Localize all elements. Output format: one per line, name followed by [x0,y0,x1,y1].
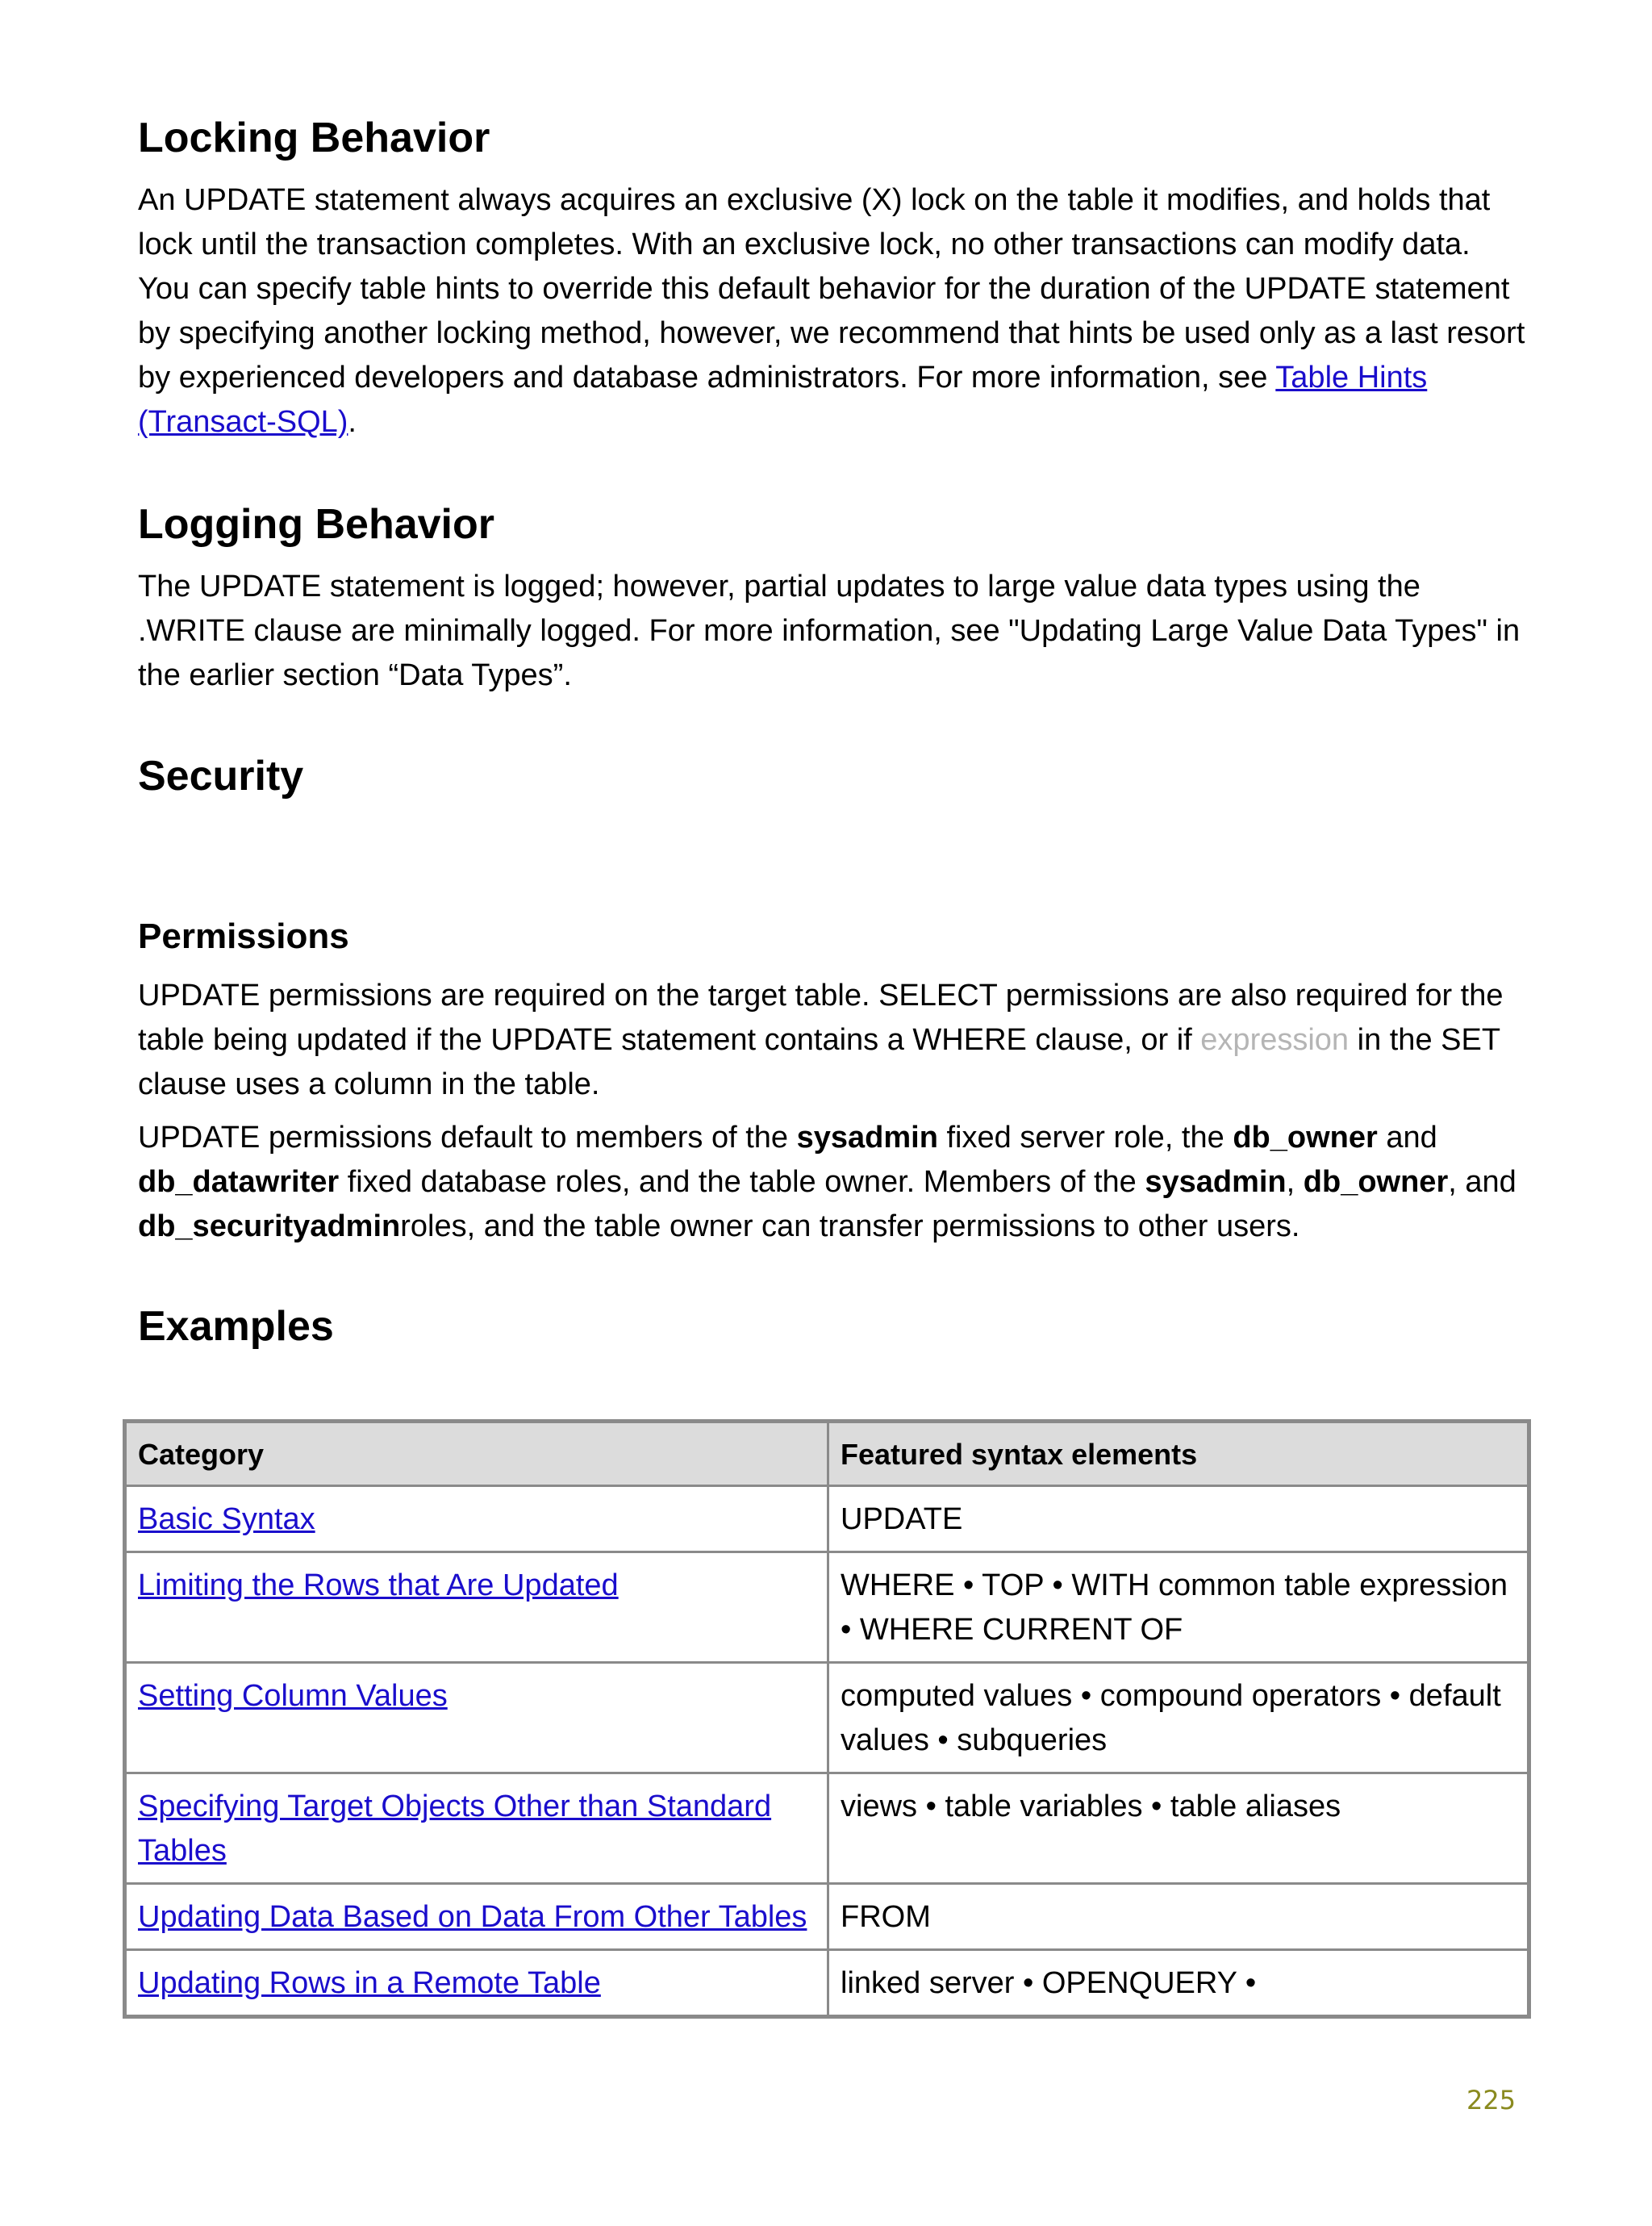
category-link[interactable]: Updating Rows in a Remote Table [138,1966,601,2000]
permissions-heading: Permissions [138,917,349,956]
p2-text: fixed database roles, and the table owner. Members of the [339,1165,1145,1199]
p2-text: , and [1448,1165,1516,1199]
examples-table [123,1419,1531,2019]
permissions-text-a: UPDATE permissions are required on the target table. SELECT permissions are also required for the table being updated if the UPDATE statement contains a WHERE clause, or if [138,979,1504,1057]
locking-paragraph [138,178,1525,445]
role-db-owner: db_owner [1303,1165,1449,1199]
examples-heading: Examples [138,1303,334,1350]
table-row [125,1950,1529,2017]
category-cell [125,1552,828,1663]
table-row [125,1884,1529,1950]
category-cell [125,1884,828,1950]
features-cell: WHERE • TOP • WITH common table expression • WHERE CURRENT OF [828,1552,1529,1663]
table-row [125,1552,1529,1663]
role-db-datawriter: db_datawriter [138,1165,340,1199]
p2-text: fixed server role, the [937,1121,1233,1155]
table-hints-link[interactable]: Table Hints (Transact-SQL) [138,361,1428,439]
role-sysadmin: sysadmin [796,1121,938,1155]
features-cell: linked server • OPENQUERY • [828,1950,1529,2017]
permissions-paragraph-1 [138,974,1525,1107]
locking-end: . [348,405,357,439]
table-row [125,1486,1529,1552]
table-row [125,1663,1529,1773]
features-column-header: Featured syntax elements [828,1422,1529,1486]
category-cell [125,1773,828,1884]
expression-term: expression [1200,1023,1350,1057]
category-cell [125,1950,828,2017]
category-link[interactable]: Setting Column Values [138,1679,448,1713]
category-cell [125,1486,828,1552]
locking-text: An UPDATE statement always acquires an exclusive (X) lock on the table it modifies, and holds that lock until the transaction completes. With an exclusive lock, no other transactions can modify data. You can specify table hints to override this default behavior for the duration of the UPDATE statement by specifying another locking method, however, we recommend that hints be used only as a last resort by experienced developers and database administrators. For more information, see [138,183,1525,395]
role-sysadmin: sysadmin [1145,1165,1287,1199]
category-link[interactable]: Basic Syntax [138,1502,315,1536]
category-cell [125,1663,828,1773]
permissions-paragraph-2 [138,1116,1525,1249]
category-link[interactable]: Updating Data Based on Data From Other Tables [138,1900,807,1934]
page-number: 225 [1466,2085,1516,2115]
locking-heading: Locking Behavior [138,115,490,161]
security-heading: Security [138,753,304,800]
features-cell: computed values • compound operators • default values • subqueries [828,1663,1529,1773]
features-cell: UPDATE [828,1486,1529,1552]
logging-paragraph: The UPDATE statement is logged; however, partial updates to large value data types using the .WRITE clause are minimally logged. For more information, see "Updating Large Value Data Types" in the earlier section “Data Types”. [138,570,1521,692]
role-db-owner: db_owner [1233,1121,1378,1155]
category-link[interactable]: Limiting the Rows that Are Updated [138,1568,619,1602]
features-cell: FROM [828,1884,1529,1950]
permissions-text-b: in the SET clause uses a column in the table. [138,1023,1500,1101]
p2-text: and [1377,1121,1437,1155]
category-column-header: Category [125,1422,828,1486]
p2-text: roles, and the table owner can transfer permissions to other users. [400,1209,1300,1243]
p2-text: , [1286,1165,1304,1199]
table-row [125,1773,1529,1884]
logging-heading: Logging Behavior [138,501,494,548]
table-header-row [125,1422,1529,1486]
p2-text: UPDATE permissions default to members of the [138,1121,797,1155]
role-db-securityadmin: db_securityadmin [138,1209,401,1243]
category-link[interactable]: Specifying Target Objects Other than Standard Tables [138,1790,772,1868]
features-cell: views • table variables • table aliases [828,1773,1529,1884]
